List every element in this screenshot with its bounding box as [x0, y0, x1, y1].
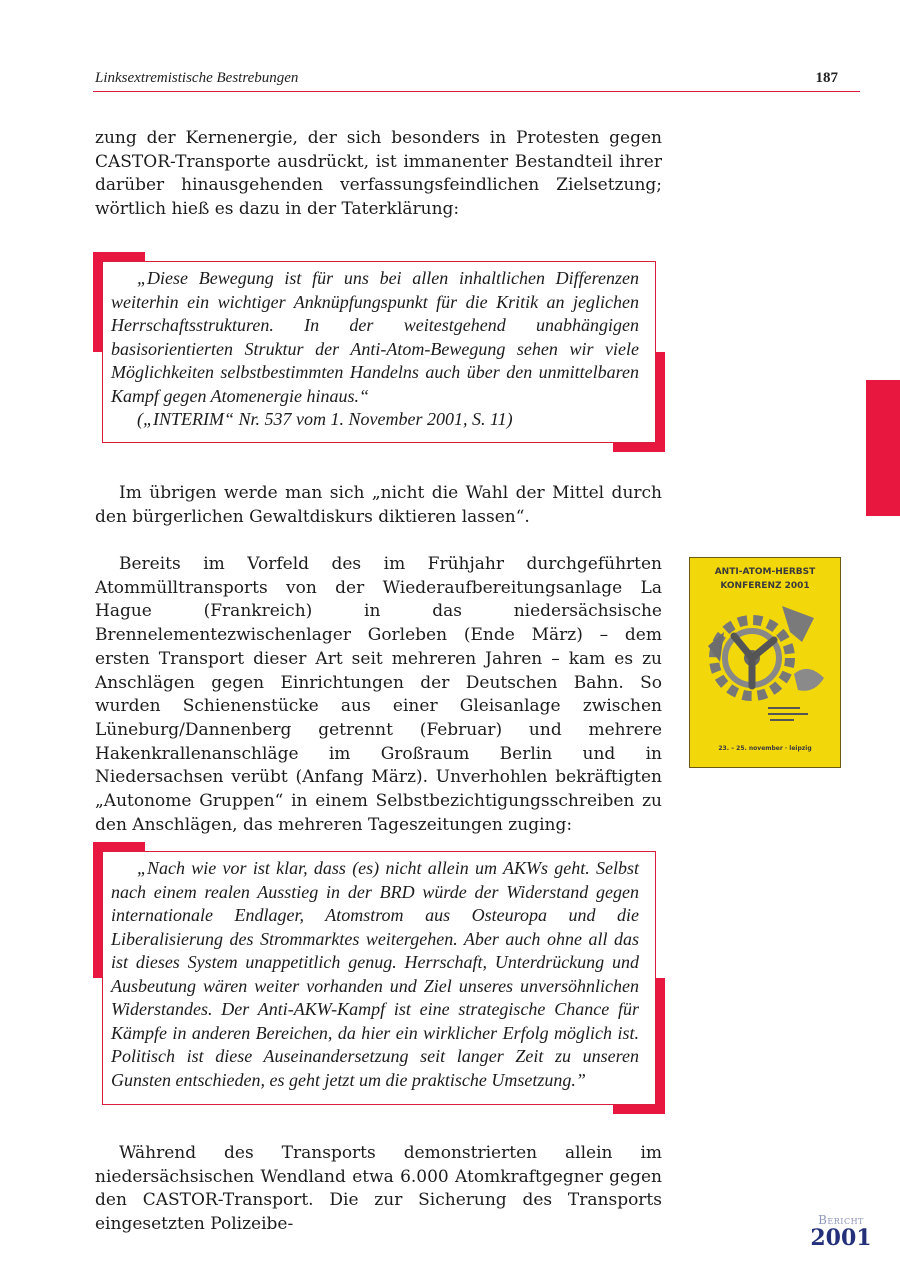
logo-year: 2001 [810, 1225, 872, 1251]
poster-title-line-2: KONFERENZ 2001 [720, 581, 810, 591]
header-rule [93, 91, 860, 92]
quote-box [102, 851, 656, 1105]
quote-block-1 [93, 252, 665, 452]
logo-word: Bericht [818, 1213, 864, 1227]
poster-title-line-1: ANTI-ATOM-HERBST [714, 567, 816, 577]
gear-illustration [708, 606, 824, 720]
page-number: 187 [815, 70, 838, 86]
quote-box [102, 261, 656, 443]
quote-text: „Diese Bewegung ist für uns bei allen inhaltlichen Differenzen weiterhin ein wichtiger Anknüpfungspunkt für die Kritik an jeglichen Herrschaftsstrukturen. In der weitestgehend unabhängigen basisorientierten Struktur der Anti-Atom-Bewegung sehen wir viele Möglichkeiten selbstbestimmten Handelns auch über den unmittelbaren Kampf gegen Atomenergie hinaus.“ [111, 268, 639, 406]
body-paragraph-4: Während des Transports demonstrierten allein im niedersächsischen Wendland etwa 6.000 Atomkraftgegner gegen den CASTOR-Transport. Die zur Sicherung des Transports eingesetzten Polizeibe- [95, 1143, 662, 1235]
poster-artwork [690, 558, 840, 767]
quote-block-2 [93, 842, 665, 1114]
body-paragraph-3: Bereits im Vorfeld des im Frühjahr durchgeführten Atommülltransports von der Wiederaufbereitungsanlage La Hague (Frankreich) in das niedersächsische Brennelementezwischenlager Gorleben (Ende März) – dem ersten Transport dieser Art seit mehreren Jahren – kam es zu Anschlägen gegen Einrichtungen der Deutschen Bahn. So wurden Schienenstücke aus einer Gleisanlage zwischen Lüneburg/Dannenberg getrennt (Februar) und mehrere Hakenkrallenanschläge im Großraum Berlin und in Niedersachsen verübt (Anfang März). Unverhohlen bekräftigten „Autonome Gruppen“ in einem Selbstbezichtigungsschreiben zu den Anschlägen, das mehreren Tageszeitungen zuging: [95, 554, 662, 835]
running-header-title: Linksextremistische Bestrebungen [95, 70, 299, 86]
quote-citation: („INTERIM“ Nr. 537 vom 1. November 2001, S. 11) [137, 409, 513, 429]
conference-poster-image [689, 557, 841, 768]
body-paragraph-2: Im übrigen werde man sich „nicht die Wahl der Mittel durch den bürgerlichen Gewaltdiskurs diktieren lassen“. [95, 483, 662, 527]
body-paragraph-1: zung der Kernenergie, der sich besonders in Protesten gegen CASTOR-Transporte ausdrückt, ist immanenter Bestandteil ihrer darüber hinausgehenden verfassungsfeindlichen Zielsetzung; wörtlich hieß es dazu in der Taterklärung: [95, 128, 662, 220]
quote-text: „Nach wie vor ist klar, dass (es) nicht allein um AKWs geht. Selbst nach einem realen Ausstieg in der BRD würde der Widerstand gegen internationale Endlager, Atomstrom aus Osteuropa und die Liberalisierung des Strommarktes weitergehen. Aber auch ohne all das ist dieses System unappetitlich genug. Herrschaft, Unterdrückung und Ausbeutung wären weiter vorhanden und Ziel unseres unversöhnlichen Widerstandes. Der Anti-AKW-Kampf ist eine strategische Chance für Kämpfe in anderen Bereichen, da hier ein wirklicher Erfolg möglich ist. Politisch ist diese Auseinandersetzung seit langer Zeit zu unseren Gunsten entschieden, es geht jetzt um die praktische Umsetzung.” [111, 858, 639, 1090]
poster-date-line: 23. – 25. november · leipzig [718, 745, 812, 752]
bericht-2001-logo [804, 1213, 878, 1249]
section-marker-tab [866, 380, 900, 516]
